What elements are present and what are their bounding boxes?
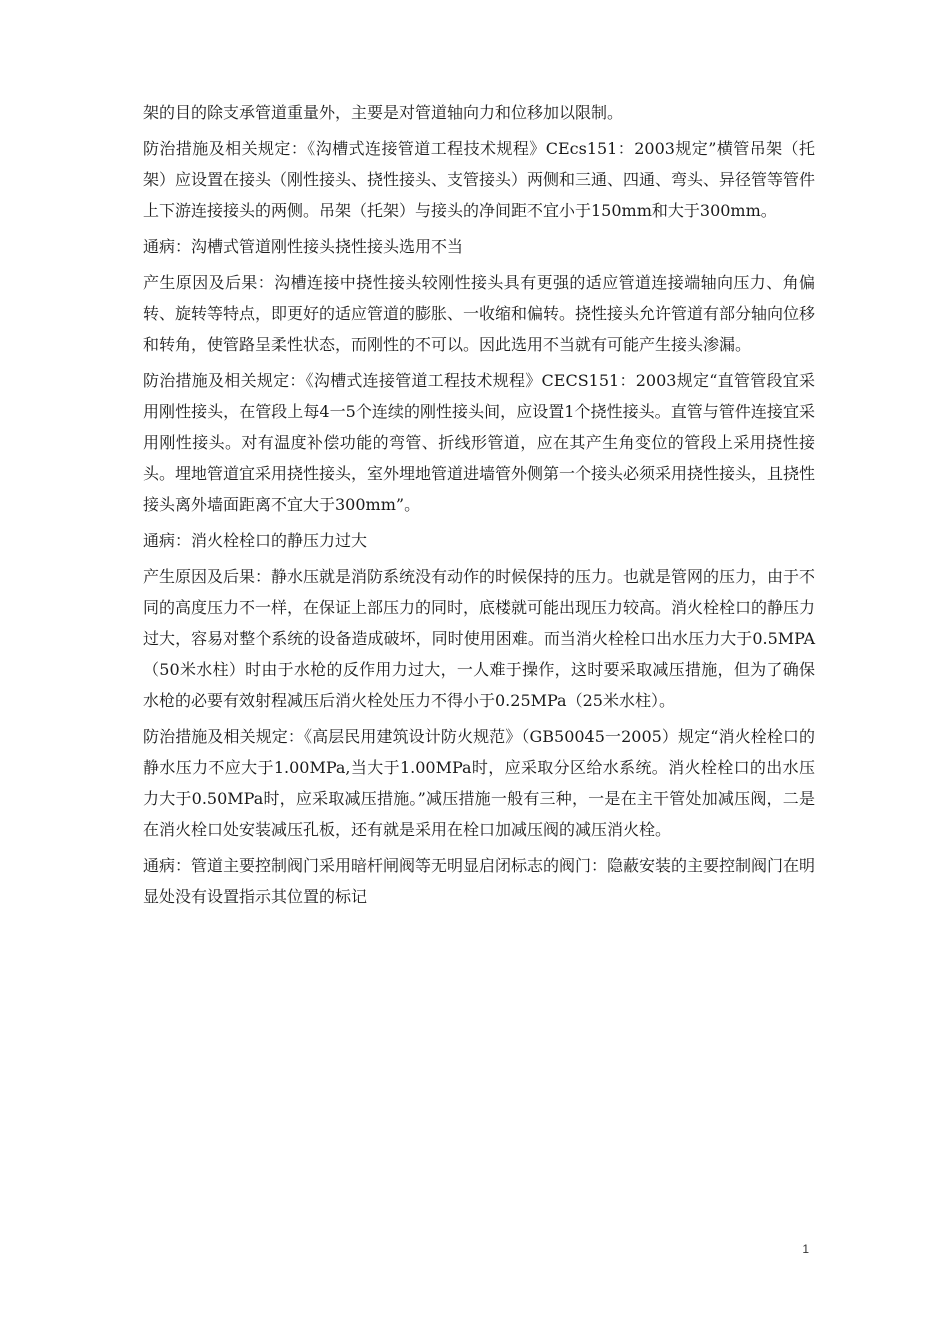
paragraph: 架的目的除支承管道重量外，主要是对管道轴向力和位移加以限制。 [143, 103, 624, 122]
paragraph: 通病：消火栓栓口的静压力过大 [143, 531, 368, 550]
paragraph: 产生原因及后果：静水压就是消防系统没有动作的时候保持的压力。也就是管网的压力，由于不同的高度压力不一样，在保证上部压力的同时，底楼就可能出现压力较高。消火栓栓口的静压力过大，容易对整个系统的设备造成破坏，同时使用困难。而当消火栓栓口出水压力大于0.5MPA（50米水柱）时由于水枪的反作用力过大，一人难于操作，这时要采取减压措施，但为了确保水枪的必要有效射程减压后消火栓处压力不得小于0.25MPa（25米水柱）。 [143, 567, 816, 710]
page-number: 1 [802, 1242, 809, 1256]
paragraph: 防治措施及相关规定：《沟槽式连接管道工程技术规程》CECS151：2003规定“直管管段宜采用刚性接头，在管段上每4一5个连续的刚性接头间，应设置1个挠性接头。直管与管件连接宜采用刚性接头。对有温度补偿功能的弯管、折线形管道，应在其产生角变位的管段上采用挠性接头。埋地管道宜采用挠性接头，室外埋地管道进墙管外侧第一个接头必须采用挠性接头，且挠性接头离外墙面距离不宜大于300mm”。 [143, 371, 816, 514]
document-body [143, 97, 815, 917]
paragraph: 防治措施及相关规定：《沟槽式连接管道工程技术规程》CEcs151：2003规定”横管吊架（托架）应设置在接头（刚性接头、挠性接头、支管接头）两侧和三通、四通、弯头、异径管等管件上下游连接接头的两侧。吊架（托架）与接头的净间距不宜小于150mm和大于300mm。 [143, 139, 816, 220]
paragraph: 防治措施及相关规定：《高层民用建筑设计防火规范》（GB50045一2005）规定“消火栓栓口的静水压力不应大于1.00MPa,当大于1.00MPa时，应采取分区给水系统。消火栓栓口的出水压力大于0.50MPa时，应采取减压措施。”减压措施一般有三种，一是在主干管处加减压阀，二是在消火栓口处安装减压孔板，还有就是采用在栓口加减压阀的减压消火栓。 [143, 727, 815, 839]
paragraph: 通病：沟槽式管道刚性接头挠性接头选用不当 [143, 237, 464, 256]
paragraph: 产生原因及后果：沟槽连接中挠性接头较刚性接头具有更强的适应管道连接端轴向压力、角偏转、旋转等特点，即更好的适应管道的膨胀、一收缩和偏转。挠性接头允许管道有部分轴向位移和转角，使管路呈柔性状态，而刚性的不可以。因此选用不当就有可能产生接头渗漏。 [143, 273, 816, 354]
paragraph: 通病：管道主要控制阀门采用暗杆闸阀等无明显启闭标志的阀门：隐蔽安装的主要控制阀门在明显处没有设置指示其位置的标记 [143, 856, 816, 906]
